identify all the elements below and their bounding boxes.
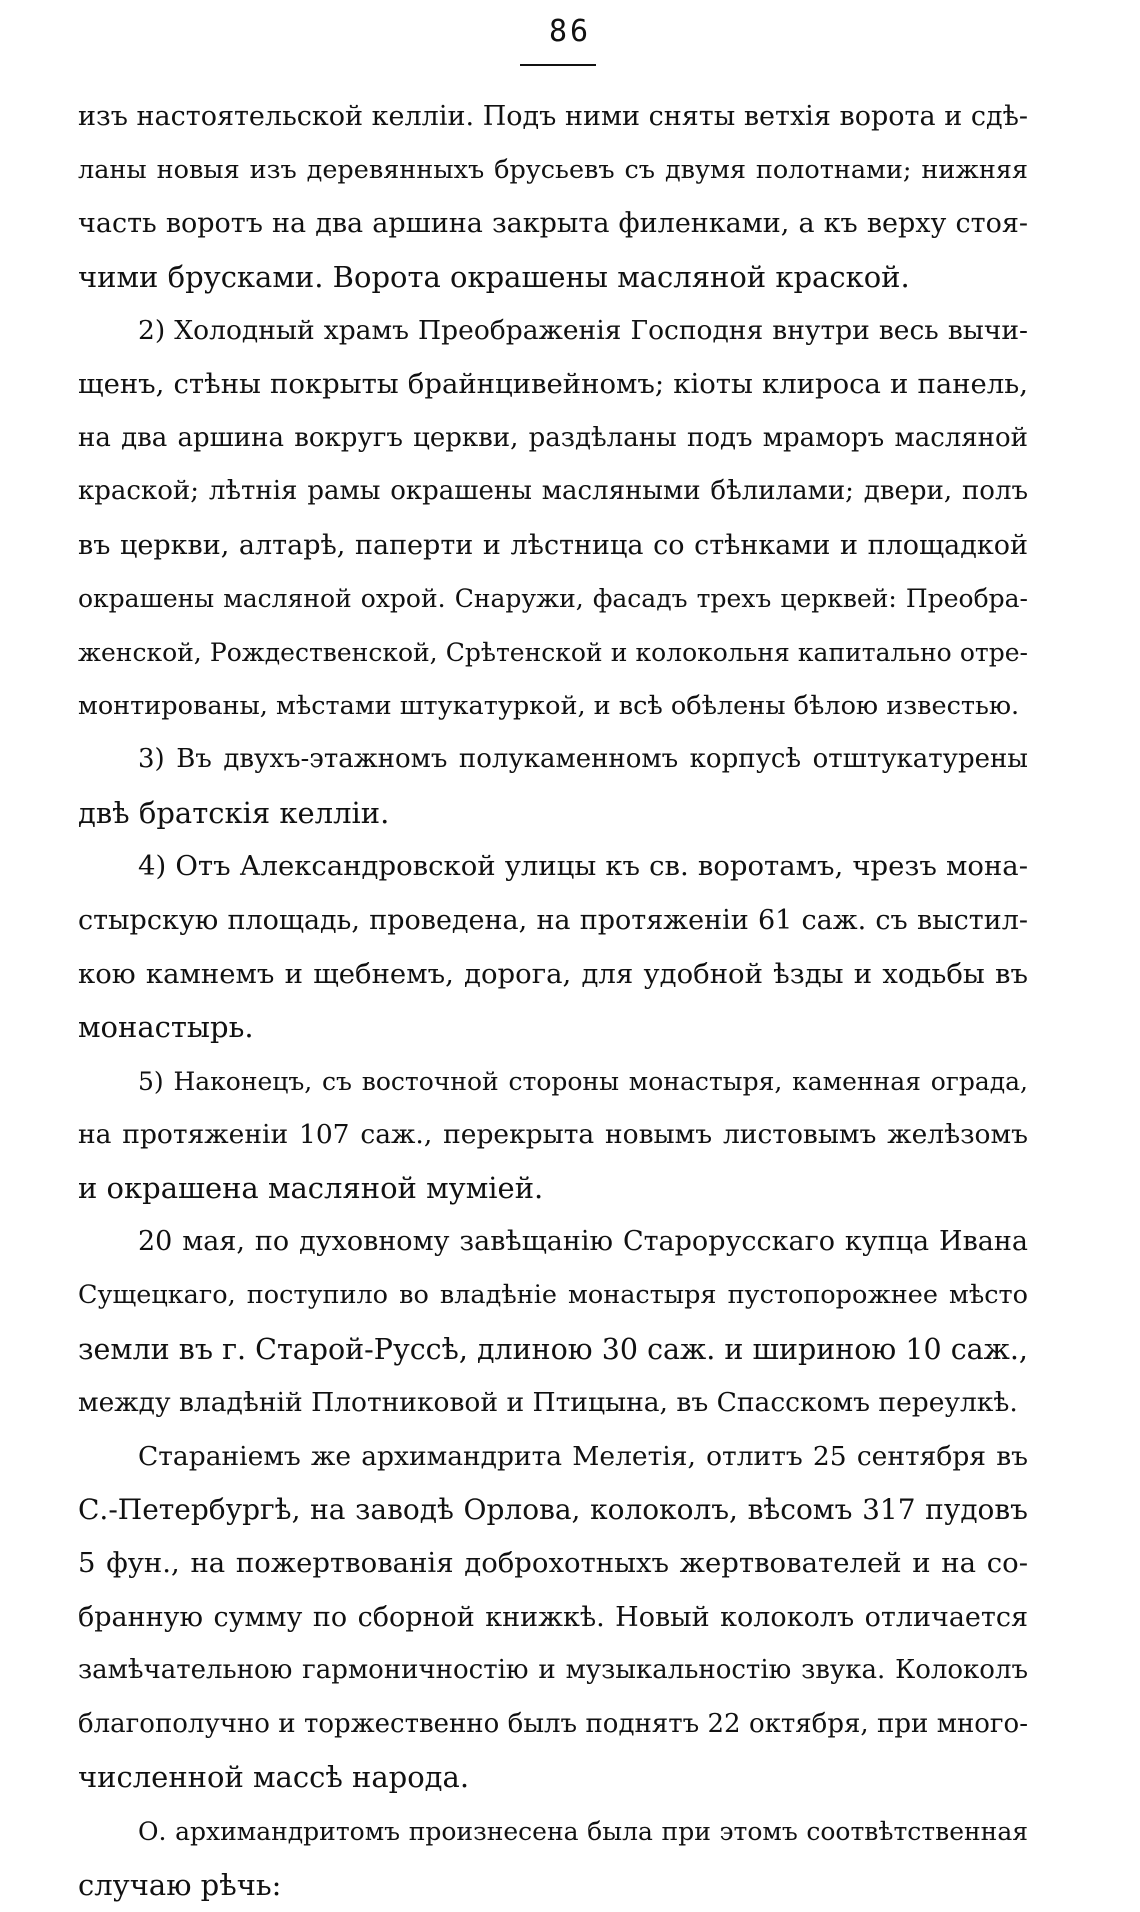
text-line: земли въ г. Старой-Руссѣ, длиною 30 саж. и шириною 10 саж.,	[78, 1332, 1028, 1366]
page-number: 86	[548, 14, 592, 49]
text-line: двѣ братскія келліи.	[78, 795, 390, 830]
text-line: щенъ, стѣны покрыты брайнцивейномъ; кіоты клироса и панель,	[78, 367, 1028, 400]
text-line: ланы новыя изъ деревянныхъ брусьевъ съ двумя полотнами; нижняя	[78, 154, 1028, 185]
text-line: и окрашена масляной муміей.	[78, 1170, 544, 1205]
text-line: часть воротъ на два аршина закрыта филенками, а къ верху стоя-	[78, 208, 1028, 240]
text-line: 5 фун., на пожертвованія доброхотныхъ жертвователей и на со-	[78, 1547, 1028, 1580]
paragraph	[78, 1805, 1028, 1912]
text-line: 2) Холодный храмъ Преображенія Господня внутри весь вычи-	[138, 315, 1028, 347]
paragraph	[78, 304, 1028, 733]
text-line: 3) Въ двухъ-этажномъ полукаменномъ корпусѣ отштукатурены	[138, 744, 1028, 775]
text-line: чими брусками. Ворота окрашены масляной краской.	[78, 259, 910, 294]
paragraph	[78, 1055, 1028, 1216]
text-line: численной массѣ народа.	[78, 1760, 470, 1795]
text-line: монтированы, мѣстами штукатуркой, и всѣ обѣлены бѣлою известью.	[78, 690, 1020, 721]
text-line: въ церкви, алтарѣ, паперти и лѣстница со стѣнками и площадкой	[78, 529, 1028, 561]
text-line: женской, Рождественской, Срѣтенской и колокольня капитально отре-	[78, 637, 1028, 667]
text-line: между владѣній Плотниковой и Птицына, въ Спасскомъ переулкѣ.	[78, 1387, 1018, 1419]
text-line: 4) Отъ Александровской улицы къ св. воротамъ, чрезъ мона-	[138, 850, 1028, 883]
text-line: О. архимандритомъ произнесена была при этомъ соотвѣтственная	[138, 1817, 1028, 1846]
paragraph	[78, 733, 1028, 840]
paragraph	[78, 90, 1028, 304]
text-line: бранную сумму по сборной книжкѣ. Новый колоколъ отличается	[78, 1601, 1028, 1633]
paragraph	[78, 1430, 1028, 1805]
text-line: 20 мая, по духовному завѣщанію Старорусскаго купца Ивана	[138, 1226, 1028, 1258]
page-number-rule	[520, 64, 596, 66]
text-line: Сущецкаго, поступило во владѣніе монастыря пустопорожнее мѣсто	[78, 1280, 1028, 1311]
text-line: благополучно и торжественно былъ поднятъ 22 октября, при много-	[78, 1708, 1028, 1739]
paragraph	[78, 840, 1028, 1054]
text-line: на протяженіи 107 саж., перекрыта новымъ листовымъ желѣзомъ	[78, 1119, 1028, 1151]
text-line: кою камнемъ и щебнемъ, дорога, для удобной ѣзды и ходьбы въ	[78, 957, 1028, 990]
text-line: изъ настоятельской келліи. Подъ ними сняты ветхія ворота и сдѣ-	[78, 101, 1028, 132]
text-line: монастырь.	[78, 1010, 254, 1045]
text-line: краской; лѣтнія рамы окрашены масляными бѣлилами; двери, полъ	[78, 476, 1028, 507]
text-line: 5) Наконецъ, съ восточной стороны монастыря, каменная ограда,	[138, 1066, 1028, 1096]
text-line: С.-Петербургѣ, на заводѣ Орлова, колоколъ, вѣсомъ 317 пудовъ	[78, 1493, 1028, 1527]
paragraph	[78, 1215, 1028, 1429]
text-line: стырскую площадь, проведена, на протяженіи 61 саж. съ выстил-	[78, 904, 1028, 936]
text-line: на два аршина вокругъ церкви, раздѣланы подъ мраморъ масляной	[78, 422, 1028, 453]
text-line: случаю рѣчь:	[78, 1867, 282, 1902]
text-line: Стараніемъ же архимандрита Мелетія, отлитъ 25 сентября въ	[138, 1440, 1028, 1472]
text-line: замѣчательною гармоничностію и музыкальностію звука. Колоколъ	[78, 1655, 1028, 1686]
body-text	[78, 90, 1028, 1912]
text-line: окрашены масляной охрой. Снаружи, фасадъ трехъ церквей: Преобра-	[78, 584, 1028, 614]
